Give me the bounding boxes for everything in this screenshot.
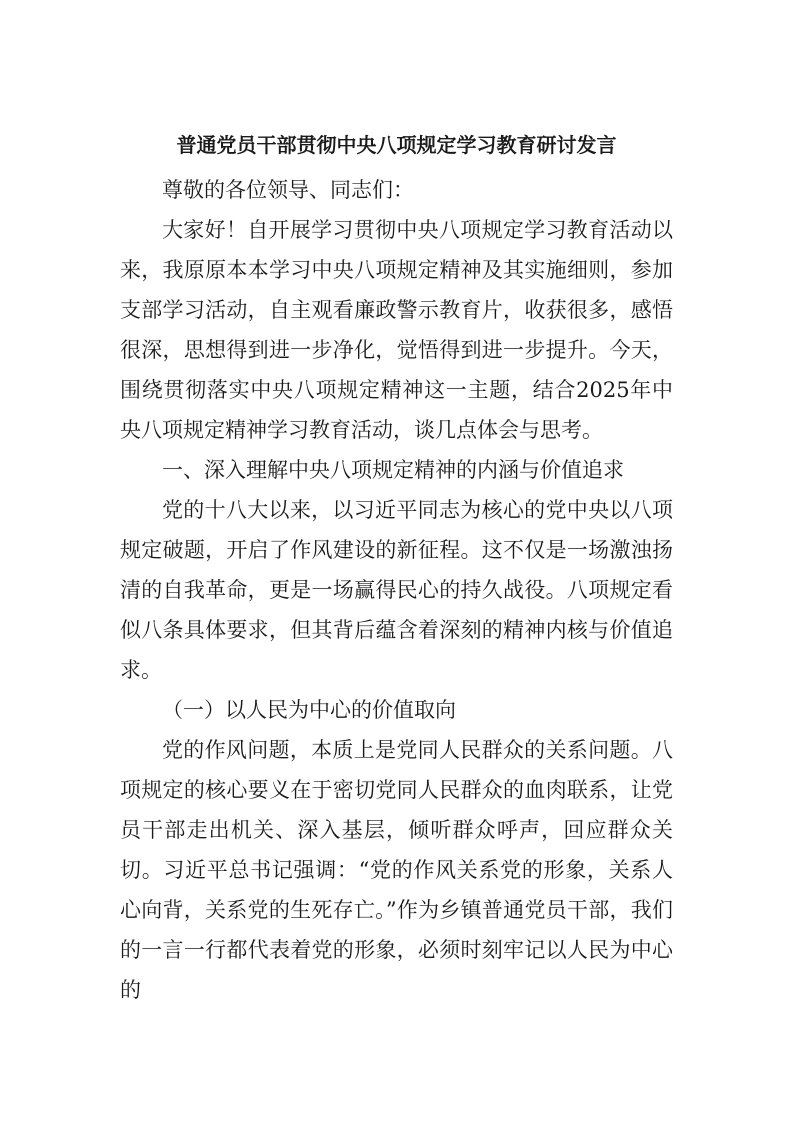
salutation: 尊敬的各位领导、同志们：: [162, 178, 414, 202]
document-title: 普通党员干部贯彻中央八项规定学习教育研讨发言: [176, 133, 617, 157]
document-body: [120, 170, 673, 1010]
subsection-heading-1: （一）以人民为中心的价值取向: [162, 698, 456, 722]
paragraph-section-1: 党的十八大以来，以习近平同志为核心的党中央以八项规定破题，开启了作风建设的新征程。这不仅是一场激浊扬清的自我革命，更是一场赢得民心的持久战役。八项规定看似八条具体要求，但其背后蕴含着深刻的精神内核与价值追求。: [120, 498, 673, 682]
section-heading-1: 一、深入理解中央八项规定精神的内涵与价值追求: [162, 458, 624, 482]
paragraph-subsection-1: 党的作风问题，本质上是党同人民群众的关系问题。八项规定的核心要义在于密切党同人民群众的血肉联系，让党员干部走出机关、深入基层，倾听群众呼声，回应群众关切。习近平总书记强调：“党的作风关系党的形象，关系人心向背，关系党的生死存亡。”作为乡镇普通党员干部，我们的一言一行都代表着党的形象，必须时刻牢记以人民为中心的: [120, 738, 673, 1002]
paragraph-intro: 大家好！自开展学习贯彻中央八项规定学习教育活动以来，我原原本本学习中央八项规定精神及其实施细则，参加支部学习活动，自主观看廉政警示教育片，收获很多，感悟很深，思想得到进一步净化，觉悟得到进一步提升。今天，围绕贯彻落实中央八项规定精神这一主题，结合2025年中央八项规定精神学习教育活动，谈几点体会与思考。: [120, 218, 673, 442]
